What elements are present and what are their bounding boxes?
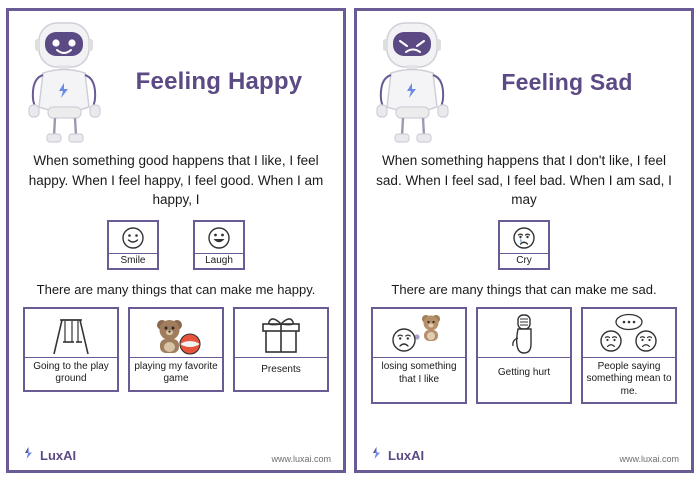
laughing-face-icon	[207, 225, 231, 251]
things-row	[19, 307, 333, 392]
luxai-mark-icon	[369, 446, 384, 464]
feeling-card-cry	[498, 220, 550, 270]
thing-card-playground	[23, 307, 119, 392]
thing-caption: People saying something mean to me.	[583, 357, 675, 403]
feeling-card-laugh	[193, 220, 245, 270]
swing-set-icon	[25, 309, 117, 357]
mean-words-icon	[583, 309, 675, 357]
thing-caption: Getting hurt	[478, 357, 570, 391]
feeling-label: Laugh	[195, 253, 243, 268]
thing-card-getting-hurt	[476, 307, 572, 405]
crying-face-icon	[512, 225, 536, 251]
card-footer	[19, 446, 333, 466]
lost-teddy-bear-icon	[373, 309, 465, 357]
robot-mascot-icon	[367, 19, 459, 145]
feeling-card-smile	[107, 220, 159, 270]
middle-text: There are many things that can make me happy.	[36, 281, 316, 297]
luxai-mark-icon	[21, 446, 36, 464]
feeling-label: Smile	[109, 253, 157, 268]
gift-box-icon	[235, 309, 327, 357]
intro-text: When something happens that I don't like, I feel sad. When I feel sad, I feel bad. When I am sad, I may	[376, 153, 672, 208]
teddy-bear-and-ball-icon	[130, 309, 222, 357]
website-url: www.luxai.com	[619, 454, 679, 464]
thing-caption: playing my favorite game	[130, 357, 222, 390]
feeling-label: Cry	[500, 253, 548, 268]
thing-card-presents	[233, 307, 329, 392]
website-url: www.luxai.com	[271, 454, 331, 464]
thing-card-favorite-game	[128, 307, 224, 392]
thing-caption: Going to the play ground	[25, 357, 117, 390]
robot-mascot-icon	[19, 19, 111, 145]
page-title: Feeling Happy	[135, 68, 303, 95]
feelings-row	[367, 220, 681, 270]
brand-logo	[369, 446, 424, 464]
brand-name: LuxAI	[40, 447, 77, 463]
brand-logo	[21, 446, 76, 464]
intro-text: When something good happens that I like, I feel happy. When I feel happy, I feel good. When I am happy, I	[28, 153, 324, 208]
page-title: Feeling Sad	[501, 68, 633, 95]
smiling-face-icon	[121, 225, 145, 251]
things-row	[367, 307, 681, 405]
card-header	[367, 17, 681, 147]
card-footer	[367, 446, 681, 466]
card-header	[19, 17, 333, 147]
thing-caption: Presents	[235, 357, 327, 385]
brand-name: LuxAI	[388, 447, 425, 463]
thing-card-losing-something	[371, 307, 467, 405]
card-feeling-sad	[354, 8, 694, 473]
thing-card-mean-words	[581, 307, 677, 405]
hurt-finger-icon	[478, 309, 570, 357]
feelings-row	[19, 220, 333, 270]
middle-text: There are many things that can make me sad.	[391, 281, 657, 297]
thing-caption: losing something that I like	[373, 357, 465, 391]
card-feeling-happy	[6, 8, 346, 473]
